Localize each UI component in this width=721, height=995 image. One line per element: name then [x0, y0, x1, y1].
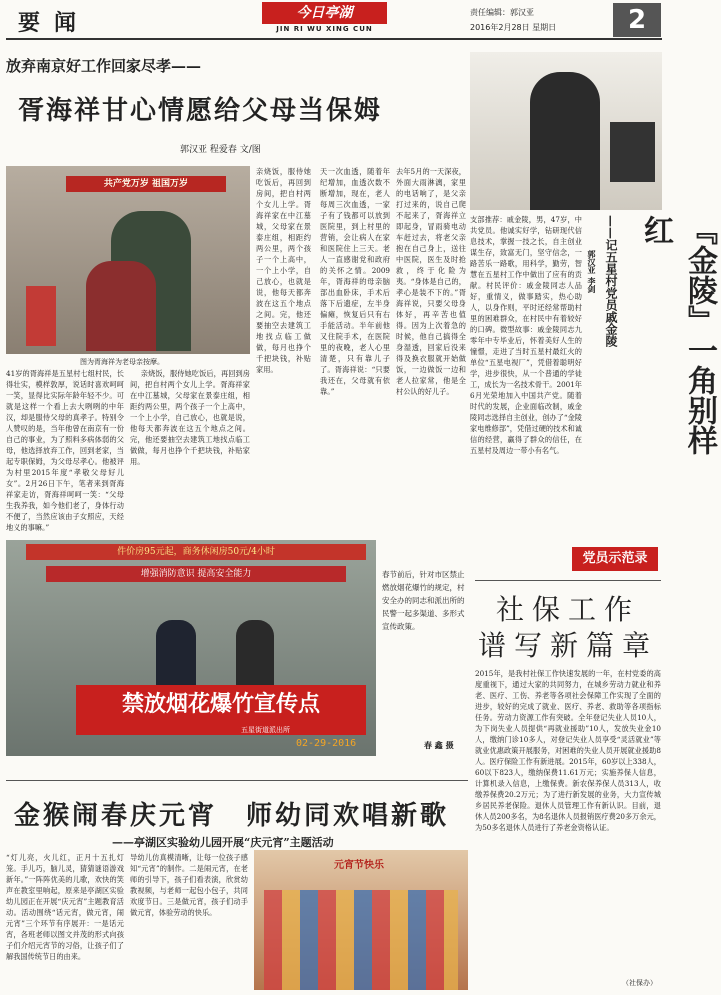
article1-photo-caption: 图为胥海祥为老母亲按摩。 [80, 358, 164, 366]
issue-date: 2016年2月28日 星期日 [470, 23, 557, 32]
fireworks-ban-banner-text: 禁放烟花爆竹宣传点 [121, 692, 320, 717]
store-sign: 件价房95元起，商务休闲房50元/4小时 [26, 544, 366, 560]
fire-safety-sign: 增强消防意识 提高安全能力 [46, 566, 346, 582]
article1-column-3: 天一次血透，随着年纪增加，血透次数不断增加，现在，老人每周三次血透，一家子有了钱都可以放到医院里，到上村里的营销，会让病人在家和医院住上三天。老人一直感谢党和政府的关怀之情。2009年，胥海祥的母亲脑部出血卧床，手术后落下后遗症，左半身偏瘫，恢复后只有右手能活动。半年前他又住院手术，在医院里的夜晚，老人心里清楚，只有靠儿子了。胥海祥说：“只要我还在，父母就有依靠。” [320, 167, 390, 396]
fireworks-ban-photo [6, 540, 376, 756]
article2-credit: （社保办） [622, 979, 657, 987]
article1-column-1: 41岁的胥海祥是五星村七组村民，长得壮实，模样敦厚，说话时喜欢呵呵一笑，显得比实际年龄年轻不少。可就是这样一个看上去大咧咧的中年汉，却是服侍父母的真孝子。特别令人赞叹的是，当年他曾在南京有一份自己的事业，为了照料多病体弱的父母，他选择放弃工作，回到老家，当起专职保姆，为父母尽孝心。他被评为村里2015年度“孝敬父母好儿女”。2月26日下午，笔者来到胥海祥家走访，胥海祥呵呵一笑：“父母生我养我，如今他们老了，身体行动不便了，当然应该由子女照应，天经地义的事嘛。” [6, 369, 124, 532]
box-subtitle: ——记五星村党员戚金陵 [604, 215, 618, 347]
editor-credit: 责任编辑：郭汉亚 [470, 8, 534, 17]
newspaper-logo: 今日亭湖 [262, 2, 387, 24]
article2-text: 2015年，是我村社保工作快速发展的一年，在村党委的高度重视下，通过大家的共同努力，在城乡劳动力就业和养老、医疗、工伤、养老等各项社会保障工作实现了全面的进步，较好的完成了就业、医疗、养老、救助等各项指标任务。劳动力资源工作有突破。全年登记失业人员10人，为下岗失业人员提供“再就业援助”10人，发放失业金10人，缴纳门诊10多人，对登记失业人员享受“灵活就业”等就业优惠政策开展服务，对困难的失业人员开展就业援助8人。医疗保险工作有新进展。2015年，60岁以上338人，60以下823人，缴纳保费11.61万元；实施养保人信息，计算机录入信息，上缴保费。新农保养保人员313人，收缴养保费20.2万元；为了进行新发展的业务，大力宣传城乡居民养老保险。退休人员管理工作有新认识。目前，退休人员200多名，为8名退休人员报销医疗费20多万余元，为50多名退休人员进行了养老金资格认证。 [475, 669, 661, 832]
article1-byline: 郭汉亚 程爱春 文/图 [180, 145, 261, 155]
article1-column-2a: 亲烧饭，服侍她吃饭后，再回到房间，把自村两个女儿上学。胥海祥家在中江墓城，父母家在景泰庄组，相距约两公里，两个孩子一个上高中，一个上小学，自己放心，也就是说，他每天都奔波在这五个地点之间。完，他还要抽空去建筑工地找点临工做做，每月也挣个千把块钱，补贴家用。 [256, 167, 311, 374]
computer-monitor [610, 122, 655, 182]
box-title: 『金陵』一角别样红 [638, 215, 717, 455]
article3-subheadline: ——亭湖区实验幼儿园开展“庆元宵”主题活动 [112, 836, 334, 849]
box-text: 支部推荐：戚金陵，男，47岁，中共党员。他诚实好学，钻研现代信息技术，掌握一技之长，自主创业谋生存，致富无门，坚守信念，一路苦乐一路歌，用科学，勤劳，智慧在五星村工作中做出了应有的贡献。村民评价：戚金陵同志人品好，重情义，做事踏实，热心助人，以身作则，平时还经常帮助村里的困难群众，在村民中有着较好的口碑。微型故事：戚金陵同志九零年中专毕业后，怀着美好人生的憧憬，走进了当时五星村最红火的单位“五星电视厂”，凭借着聪明好学，进步很快，从一个普通的学徒工，成长为一名技术骨干。2001年6月光荣地加入中国共产党。随着时代的发展，企业面临改制，戚金陵同志选择自主创业，创办了“金陵家电维修部”，凭借过硬的技术和诚信的经营，赢得了群众的信任，在五星村及周边一带小有名气。 [470, 215, 582, 455]
newspaper-logo-pinyin: JIN RI WU XING CUN [276, 25, 373, 33]
box-photo [470, 52, 662, 210]
page-number: 2 [613, 3, 661, 37]
elderly-woman-figure [86, 261, 156, 351]
photo2-credit: 春 鑫 摄 [424, 740, 454, 750]
header-rule [6, 38, 662, 40]
article3-headline: 金猴闹春庆元宵 师幼同欢唱新歌 [14, 801, 450, 831]
article1-headline: 胥海祥甘心情愿给父母当保姆 [18, 96, 383, 126]
article1-column-2b [130, 368, 250, 534]
photo2-side-caption: 春节前后，针对市区禁止燃放烟花爆竹的规定，村安全办的同志和派出所的民警一起多渠道、多形式宣传政策。 [382, 570, 465, 631]
section-title: 要闻 [18, 10, 91, 36]
article3-top-rule [6, 780, 468, 781]
article1-column-4: 去年5月的一天深夜，外面大雨淋漓，家里的电话响了，是父亲打过来的，说自己爬不起来了，胥海祥立即起身，冒雨骑电动车赶过去，将老父亲抱在自己身上，送往中医院，医生及时抢救，终于化险为夷。“身体是自己的，孝心是装不下的。”胥海祥说，只要父母身体好，再辛苦也值得。因为上次着急的时候，他自己搞得全身湿透，回家后没来得及换衣服就开始做饭，一边做饭一边和老人拉家常，他是全村公认的好儿子。 [396, 167, 466, 396]
article3-column-1: “灯儿亮，火儿红，正月十五扎灯笼。手儿巧，脑儿灵，猜猜谜语游戏新年。”一阵阵优美的儿歌，欢快的笑声在教室里响起，原来是亭湖区实验幼儿园正在开展“庆元宵”主题教育活动。活动围绕“话元宵，做元宵，闹元宵”三个环节有序展开：一是话元宵，各班老师以图文并茂的形式向孩子们介绍元宵节的习俗，让孩子们了解我国传统节日的由来。 [6, 853, 124, 961]
article3-column-2: 导幼儿仿真模清晰，让每一位孩子感知“元宵”的制作。二是闹元宵，在老师的引导下，孩子们看表演，欣赏幼教视频，与老师一起包小包子，共同欢度节日。三是做元宵，孩子们动手做元宵，体验劳动的快乐。 [130, 853, 248, 917]
article1-kicker: 放弃南京好工作回家尽孝—— [6, 57, 202, 75]
man-figure [530, 72, 600, 210]
box-byline: 郭汉亚 李剑 [587, 250, 597, 293]
article2-title-line1: 社保工作 [495, 593, 640, 626]
photo-banner: 共产党万岁 祖国万岁 [66, 176, 226, 192]
fireworks-ban-banner [76, 685, 366, 735]
article2-title-line2: 谱写新篇章 [477, 629, 658, 662]
red-chair [26, 286, 56, 346]
article1-photo [6, 166, 250, 354]
photo-timestamp: 02-29-2016 [296, 738, 357, 749]
kindergarten-photo [254, 850, 468, 990]
article1-column-2b-text: 亲烧饭，服侍她吃饭后，再回到房间，把自村两个女儿上学。胥海祥家在中江墓城，父母家在景泰庄组，相距约两公里，两个孩子一个上高中，一个上小学，自己放心，也就是说，他每天都奔波在这五个地点之间。完，他还要抽空去建筑工地找点临工做做，每月也挣个千把块钱，补贴家用。 [130, 369, 250, 466]
children-group [264, 890, 458, 990]
lantern-festival-label: 元宵节快乐 [334, 860, 384, 871]
article1-column-3a [256, 368, 312, 534]
article2-top-rule [475, 580, 661, 581]
banner-subtitle: 五星街道派出所 [241, 726, 290, 734]
party-member-badge: 党员示范录 [572, 547, 658, 571]
